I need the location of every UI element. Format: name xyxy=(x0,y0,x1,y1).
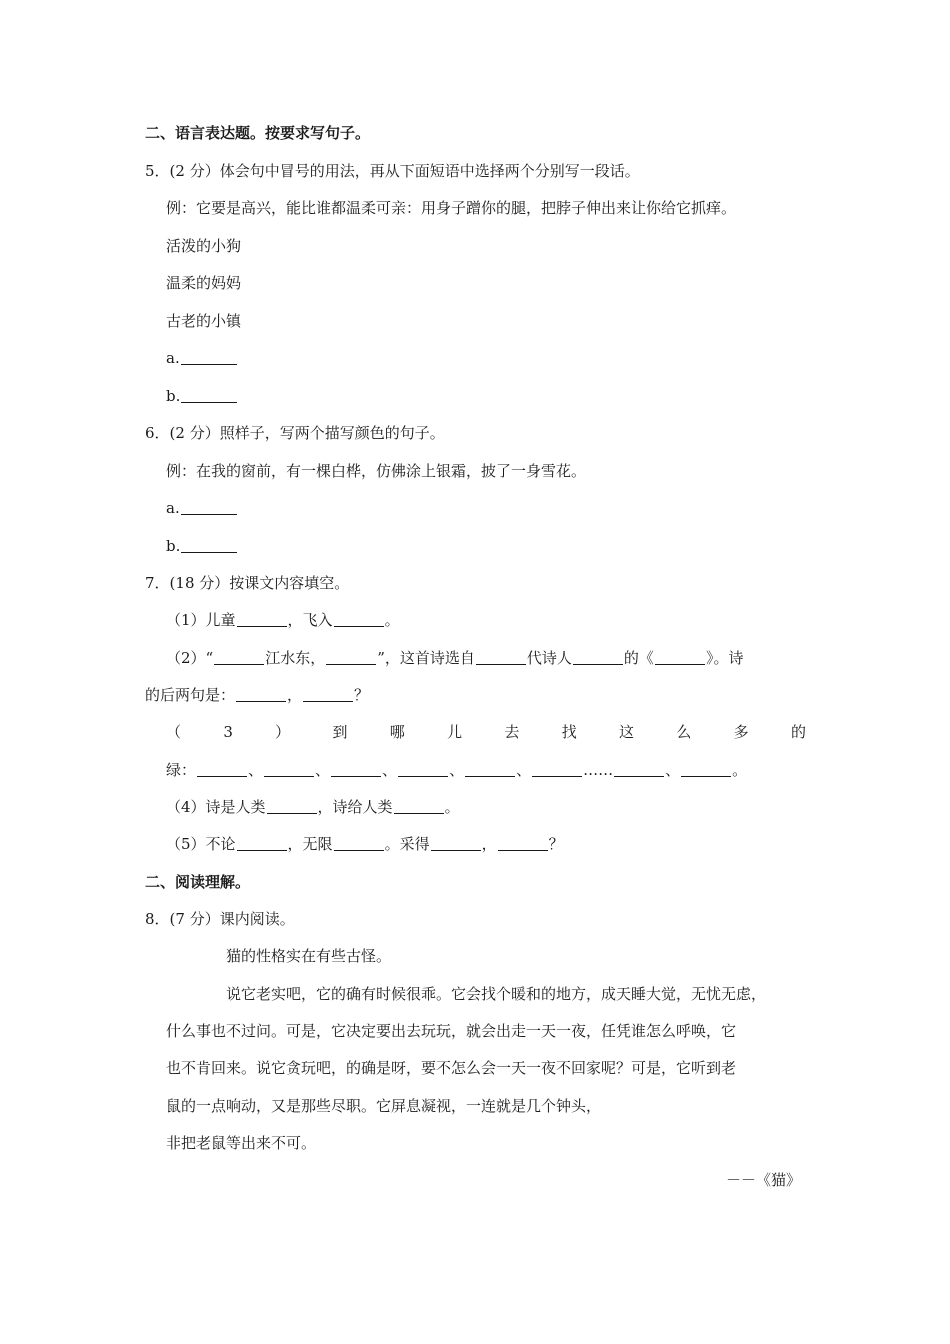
text: 江水东， xyxy=(265,649,326,667)
question-5-example: 例：它要是高兴，能比谁都温柔可亲：用身子蹭你的腿，把脖子伸出来让你给它抓痒。 xyxy=(166,199,737,217)
text: （ xyxy=(166,723,182,741)
question-6-stem: 6．(2 分）照样子，写两个描写颜色的句子。 xyxy=(145,424,445,442)
text: 、 xyxy=(665,761,681,779)
answer-blank[interactable] xyxy=(197,762,247,777)
passage-paragraph-1: 猫的性格实在有些古怪。 xyxy=(226,947,392,965)
answer-blank[interactable] xyxy=(398,762,448,777)
answer-blank[interactable] xyxy=(267,799,317,814)
answer-blank[interactable] xyxy=(465,762,515,777)
text: （1）儿童 xyxy=(166,611,236,629)
answer-blank[interactable] xyxy=(326,650,376,665)
question-7-part-1 xyxy=(166,610,400,630)
answer-blank[interactable] xyxy=(476,650,526,665)
phrase-option-1: 活泼的小狗 xyxy=(166,237,242,255)
text: 、 xyxy=(382,761,398,779)
text: ？ xyxy=(548,835,564,853)
answer-blank[interactable] xyxy=(532,762,582,777)
answer-blank[interactable] xyxy=(655,650,705,665)
text: 。 xyxy=(444,798,460,816)
text: ） xyxy=(275,723,291,741)
answer-blank[interactable] xyxy=(303,687,353,702)
text: （5）不论 xyxy=(166,835,236,853)
text: 多 xyxy=(733,723,749,741)
answer-label-b: b. xyxy=(166,387,181,405)
answer-blank[interactable] xyxy=(237,836,287,851)
answer-label-a: a. xyxy=(166,499,180,517)
text: 代诗人 xyxy=(526,649,572,667)
text: 、 xyxy=(315,761,331,779)
text: ”，这首诗选自 xyxy=(377,649,475,667)
question-6-example: 例：在我的窗前，有一棵白桦，仿佛涂上银霜，披了一身雪花。 xyxy=(166,462,587,480)
text: 哪 xyxy=(389,723,405,741)
text: （2）“ xyxy=(166,649,214,667)
text: ？ xyxy=(354,686,370,704)
answer-blank[interactable] xyxy=(331,762,381,777)
question-7-part-2-continued xyxy=(145,685,369,705)
answer-blank[interactable] xyxy=(334,836,384,851)
answer-label-a: a. xyxy=(166,349,180,367)
text: ， xyxy=(287,686,303,704)
question-7-stem: 7．(18 分）按课文内容填空。 xyxy=(145,574,350,592)
passage-line-5: 非把老鼠等出来不可。 xyxy=(166,1134,317,1152)
passage-line-3: 也不肯回来。说它贪玩吧，的确是呀，要不怎么会一天一夜不回家呢？可是，它听到老 xyxy=(166,1059,737,1077)
answer-blank[interactable] xyxy=(236,687,286,702)
answer-blank[interactable] xyxy=(264,762,314,777)
text: ，无限 xyxy=(287,835,333,853)
phrase-option-2: 温柔的妈妈 xyxy=(166,274,242,292)
text: 这 xyxy=(619,723,635,741)
answer-blank[interactable] xyxy=(573,650,623,665)
answer-blank[interactable] xyxy=(214,650,264,665)
answer-blank[interactable] xyxy=(181,538,237,553)
text: 3 xyxy=(223,723,233,741)
passage-line-4: 鼠的一点响动，又是那些尽职。它屏息凝视，一连就是几个钟头， xyxy=(166,1097,602,1115)
answer-line-6a xyxy=(166,498,238,518)
answer-blank[interactable] xyxy=(181,500,237,515)
text: 》。诗 xyxy=(705,649,744,667)
text: 。 xyxy=(732,761,748,779)
text: 的《 xyxy=(623,649,654,667)
text: 。 xyxy=(384,611,400,629)
text: ，飞入 xyxy=(287,611,333,629)
question-7-part-4 xyxy=(166,797,460,817)
question-5-stem: 5．(2 分）体会句中冒号的用法，再从下面短语中选择两个分别写一段话。 xyxy=(145,162,640,180)
answer-line-6b xyxy=(166,536,238,556)
text: 找 xyxy=(561,723,577,741)
answer-blank[interactable] xyxy=(431,836,481,851)
answer-blank[interactable] xyxy=(614,762,664,777)
answer-blank[interactable] xyxy=(181,388,237,403)
text: 。采得 xyxy=(384,835,430,853)
text: 绿： xyxy=(166,761,197,779)
text: ， xyxy=(481,835,497,853)
passage-source: －－《猫》 xyxy=(726,1171,802,1189)
passage-line-2: 什么事也不过问。可是，它决定要出去玩玩，就会出走一天一夜，任凭谁怎么呼唤，它 xyxy=(166,1022,737,1040)
question-8-stem: 8．(7 分）课内阅读。 xyxy=(145,910,295,928)
answer-blank[interactable] xyxy=(394,799,444,814)
answer-blank[interactable] xyxy=(181,350,237,365)
question-7-part-3-line xyxy=(166,722,806,742)
answer-blank[interactable] xyxy=(498,836,548,851)
text: 去 xyxy=(504,723,520,741)
text: ，诗给人类 xyxy=(317,798,393,816)
answer-blank[interactable] xyxy=(334,612,384,627)
text: 儿 xyxy=(447,723,463,741)
text: （4）诗是人类 xyxy=(166,798,266,816)
passage-line-1: 说它老实吧，它的确有时候很乖。它会找个暖和的地方，成天睡大觉，无忧无虑， xyxy=(226,985,767,1003)
section-heading-expression: 二、语言表达题。按要求写句子。 xyxy=(145,124,371,142)
question-7-part-5 xyxy=(166,834,564,854)
text: 、 xyxy=(248,761,264,779)
text: …… xyxy=(583,761,614,779)
answer-blank[interactable] xyxy=(237,612,287,627)
answer-line-5b xyxy=(166,386,238,406)
question-7-part-3-blanks xyxy=(166,760,747,780)
text: 么 xyxy=(676,723,692,741)
text: 的 xyxy=(790,723,806,741)
text: 、 xyxy=(516,761,532,779)
text: 、 xyxy=(449,761,465,779)
text: 的后两句是： xyxy=(145,686,236,704)
question-7-part-2 xyxy=(166,648,743,668)
answer-label-b: b. xyxy=(166,537,181,555)
section-heading-reading: 二、阅读理解。 xyxy=(145,873,251,891)
phrase-option-3: 古老的小镇 xyxy=(166,312,242,330)
text: 到 xyxy=(332,723,348,741)
answer-blank[interactable] xyxy=(681,762,731,777)
answer-line-5a xyxy=(166,348,238,368)
